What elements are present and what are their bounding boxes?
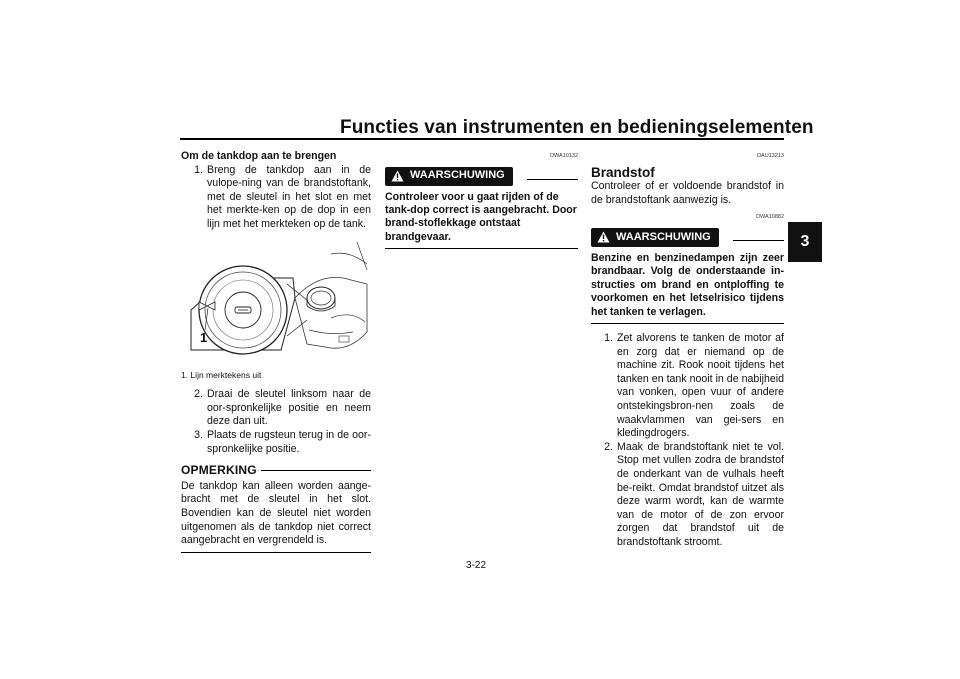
list-item: [591, 441, 784, 550]
warning-triangle-icon: [597, 231, 610, 243]
fuel-cap-illustration: [181, 240, 371, 363]
list-item: [181, 164, 371, 232]
list-text: Maak de brandstoftank niet te vol. Stop met vullen zodra de brandstof de onderkant van de vulhals heeft be-reikt. Omdat brandstof uitzet als deze warm wordt, kan de warmte van de motor of de zon ervoor zorgen dat brandstof uit de brandstoftank stroomt.: [617, 440, 784, 548]
list-item: [181, 429, 371, 456]
warning-label: WAARSCHUWING: [616, 230, 711, 243]
page-header-title: Functies van instrumenten en bedieningselementen: [340, 117, 814, 138]
header-rule: [180, 138, 784, 140]
list-item: [181, 388, 371, 429]
reference-code: DWA10132: [550, 153, 578, 159]
page-number: 3-22: [466, 560, 487, 571]
note-text: De tankdop kan alleen worden aange-bracht met de sleutel in het slot. Bovendien kan de sleutel niet worden uitgenomen als de tankdop niet correct aangebracht en vergrendeld is.: [181, 479, 371, 547]
note-end-rule: [181, 552, 371, 553]
list-text: Breng de tankdop aan in de vulope-ning van de brandstoftank, met de sleutel in het slot en met het merkte-ken op de dop in een lijn met het merkteken op de tank.: [207, 163, 371, 230]
column-1: [181, 150, 371, 553]
figure-callout: 1: [200, 329, 208, 345]
list-number: 1.: [194, 163, 203, 176]
note-label: OPMERKING: [181, 463, 257, 478]
list-item: [591, 332, 784, 441]
column-3: [591, 150, 784, 550]
warning-reference-code: DWA10882: [756, 214, 784, 221]
warning-header: [591, 228, 784, 247]
warning-header: [385, 167, 578, 186]
warning-end-rule: [385, 248, 578, 249]
intro-text: Controleer of er voldoende brandstof in de brandstoftank aanwezig is.: [591, 180, 784, 206]
column-2: [385, 150, 578, 249]
warning-label: WAARSCHUWING: [410, 169, 505, 182]
section-heading: Om de tankdop aan te brengen: [181, 150, 337, 162]
reference-code: DAU13213: [757, 153, 784, 159]
warning-rule: [733, 240, 784, 241]
note-rule: [261, 470, 371, 471]
list-number: 2.: [604, 440, 613, 453]
warning-badge: [591, 228, 719, 247]
warning-rule: [527, 179, 578, 180]
warning-text: Benzine en benzinedampen zijn zeer brandbaar. Volg de onderstaande in-structies om brand en ontploffing te voorkomen en het letselrisico tijdens het tanken te verlagen.: [591, 251, 784, 318]
list-number: 3.: [194, 428, 203, 441]
note-header: [181, 464, 371, 478]
list-number: 1.: [604, 332, 613, 344]
figure-caption: 1. Lijn merktekens uit: [181, 369, 262, 380]
list-text: Plaats de rugsteun terug in de oor-spronkelijke positie.: [207, 428, 371, 455]
warning-text: Controleer voor u gaat rijden of de tank-dop correct is aangebracht. Door brand-stoflekkage ontstaat brandgevaar.: [385, 190, 577, 243]
list-text: Draai de sleutel linksom naar de oor-spronkelijke positie en neem deze dan uit.: [207, 388, 371, 428]
list-number: 2.: [194, 388, 203, 401]
warning-triangle-icon: [391, 170, 404, 182]
list-text: Zet alvorens te tanken de motor af en zorg dat er niemand op de machine zit. Rook nooit tijdens het tanken en tank nooit in de nabijheid van vonken, open vuur of andere ontstekingsbron-nen zoals de waakvlammen van gei-sers en kledingdrogers.: [617, 332, 784, 440]
warning-end-rule: [591, 323, 784, 324]
chapter-tab: 3: [788, 222, 822, 262]
section-title: Brandstof: [591, 164, 655, 180]
warning-badge: [385, 167, 513, 186]
